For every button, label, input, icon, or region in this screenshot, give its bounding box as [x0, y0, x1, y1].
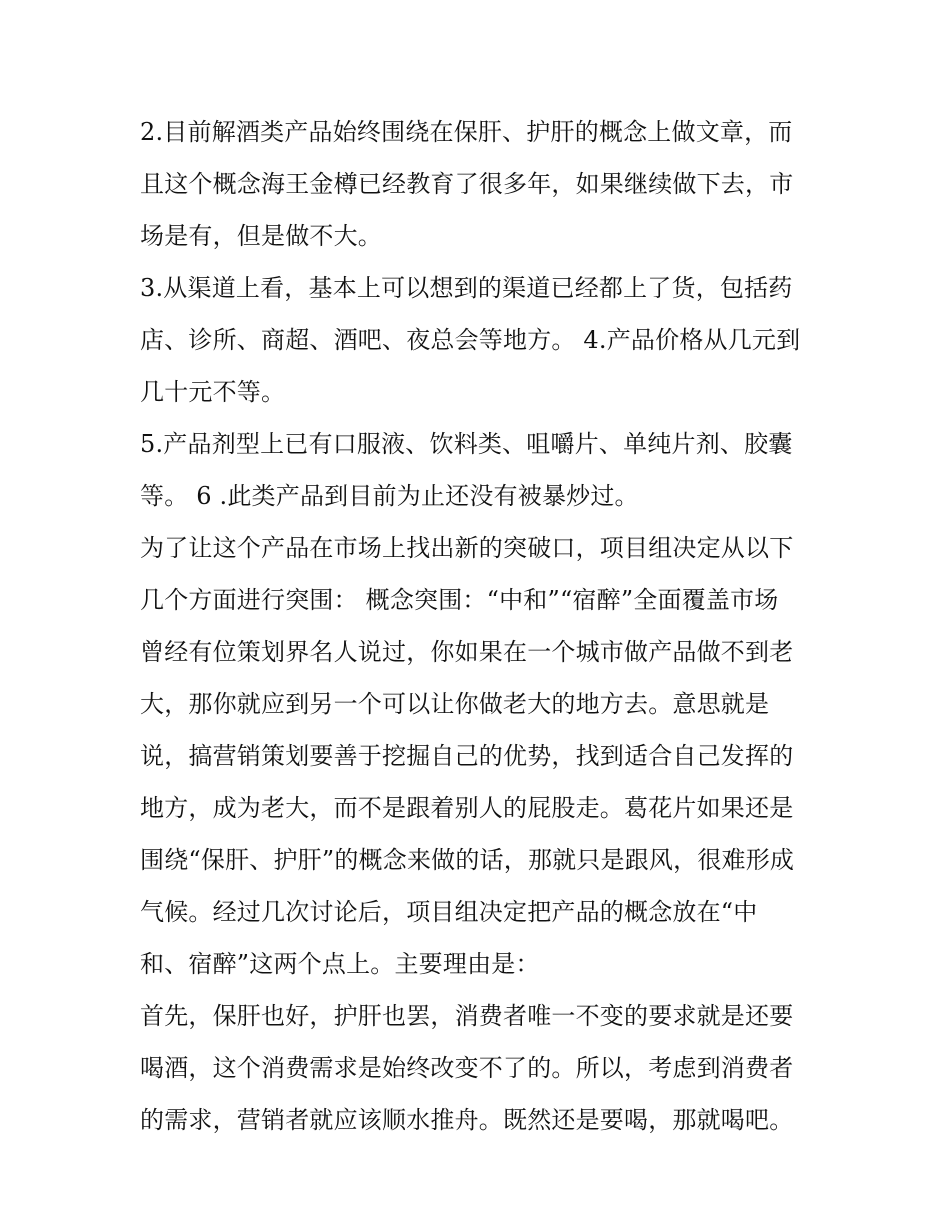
text-line: 店、诊所、商超、酒吧、夜总会等地方。 4.产品价格从几元到 — [140, 326, 801, 354]
text-line: 3.从渠道上看，基本上可以想到的渠道已经都上了货，包括药 — [140, 274, 793, 302]
text-line: 围绕“保肝、护肝”的概念来做的话，那就只是跟风，很难形成 — [140, 846, 795, 874]
text-line: 气候。经过几次讨论后，项目组决定把产品的概念放在“中 — [140, 898, 758, 926]
text-line: 场是有，但是做不大。 — [140, 222, 382, 250]
text-line: 首先，保肝也好，护肝也罢，消费者唯一不变的要求就是还要 — [140, 1002, 794, 1030]
text-line: 喝酒，这个消费需求是始终改变不了的。所以，考虑到消费者 — [140, 1054, 794, 1082]
text-line: 的需求，营销者就应该顺水推舟。既然还是要喝，那就喝吧。 — [140, 1106, 794, 1134]
text-line: 2.目前解酒类产品始终围绕在保肝、护肝的概念上做文章，而 — [140, 118, 793, 146]
text-line: 大，那你就应到另一个可以让你做老大的地方去。意思就是 — [140, 690, 770, 718]
text-line: 等。 6 .此类产品到目前为止还没有被暴炒过。 — [140, 482, 639, 510]
text-line: 5.产品剂型上已有口服液、饮料类、咀嚼片、单纯片剂、胶囊 — [140, 430, 793, 458]
text-line: 为了让这个产品在市场上找出新的突破口，项目组决定从以下 — [140, 534, 794, 562]
text-line: 曾经有位策划界名人说过，你如果在一个城市做产品做不到老 — [140, 638, 794, 666]
text-line: 几十元不等。 — [140, 378, 286, 406]
text-line: 和、宿醉”这两个点上。主要理由是： — [140, 950, 540, 978]
body-text — [140, 106, 820, 1146]
text-line: 几个方面进行突围： 概念突围：“中和”“宿醉”全面覆盖市场 — [140, 586, 779, 614]
text-line: 说，搞营销策划要善于挖掘自己的优势，找到适合自己发挥的 — [140, 742, 794, 770]
text-line: 且这个概念海王金樽已经教育了很多年，如果继续做下去，市 — [140, 170, 794, 198]
text-line: 地方，成为老大，而不是跟着别人的屁股走。葛花片如果还是 — [140, 794, 794, 822]
